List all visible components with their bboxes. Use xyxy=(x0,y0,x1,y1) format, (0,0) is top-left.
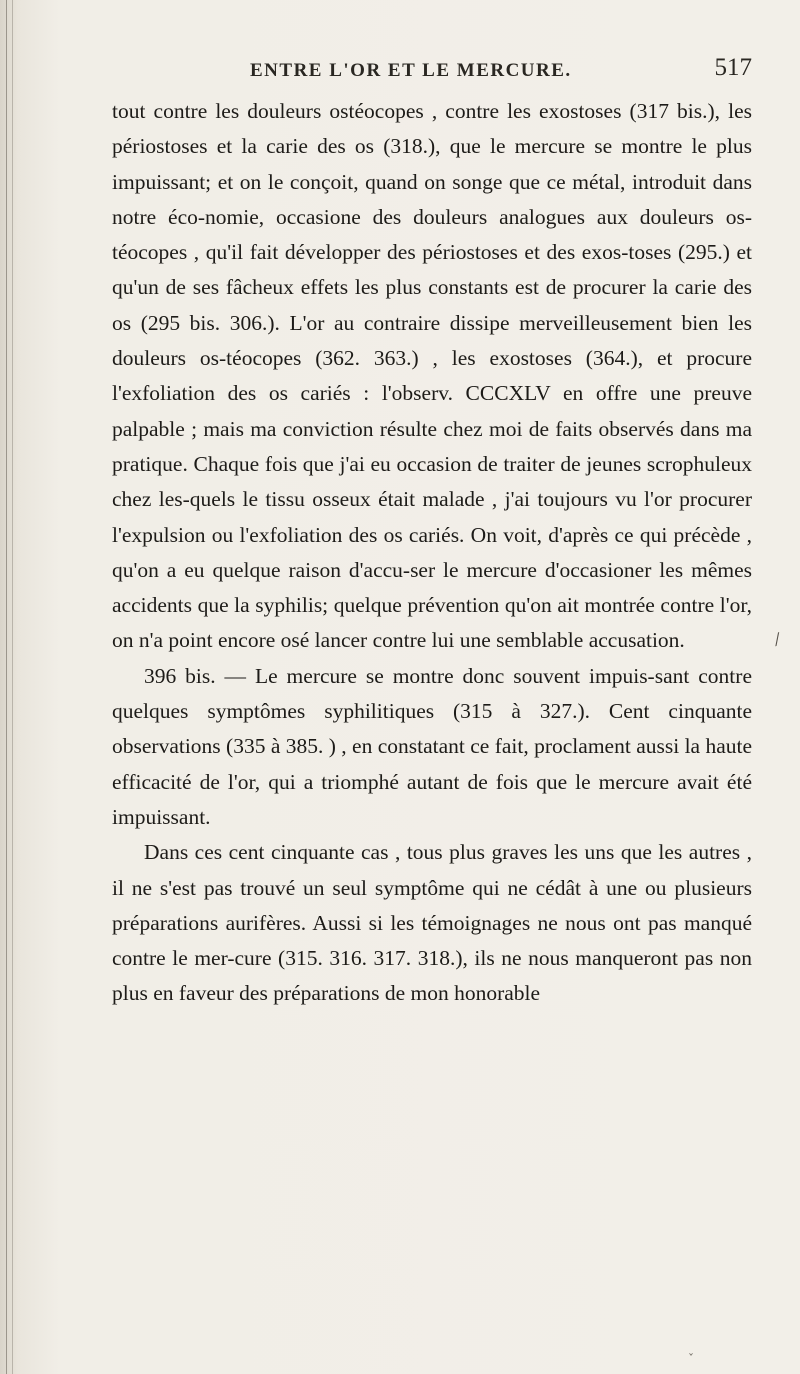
paragraph-3: Dans ces cent cinquante cas , tous plus graves les uns que les autres , il ne s'est pas trouvé un seul symptôme qui ne cédât à une ou plusieurs préparations aurifères. Aussi si les témoignages ne nous ont pas manqué contre le mer-cure (315. 316. 317. 318.), ils ne nous manqueront pas non plus en faveur des préparations de mon honorable xyxy=(112,840,752,1006)
page-header xyxy=(100,52,752,88)
paragraph-1: tout contre les douleurs ostéocopes , contre les exostoses (317 bis.), les périostoses et la carie des os (318.), que le mercure se montre le plus impuissant; et on le conçoit, quand on songe que ce métal, introduit dans notre éco-nomie, occasione des douleurs analogues aux douleurs os-téocopes , qu'il fait développer des périostoses et des exos-toses (295.) et qu'un de ses fâcheux effets les plus constants est de procurer la carie des os (295 bis. 306.). L'or au contraire dissipe merveilleusement bien les douleurs os-téocopes (362. 363.) , les exostoses (364.), et procure l'exfoliation des os cariés : l'observ. CCCXLV en offre une preuve palpable ; mais ma conviction résulte chez moi de faits observés dans ma pratique. Chaque fois que j'ai eu occasion de traiter de jeunes scrophuleux chez les-quels le tissu osseux était malade , j'ai toujours vu l'or procurer l'expulsion ou l'exfoliation des os cariés. On voit, d'après ce qui précède , qu'on a eu quelque raison d'accu-ser le mercure d'occasioner les mêmes accidents que la syphilis; quelque prévention qu'on ait montrée contre l'or, on n'a point encore osé lancer contre lui une semblable accusation. xyxy=(112,99,752,653)
binding-edge-line-secondary xyxy=(12,0,13,1374)
bottom-pencil-mark-icon: ˇ xyxy=(688,1352,694,1366)
margin-pencil-mark-icon: ⁄ xyxy=(772,630,782,649)
page-number: 517 xyxy=(714,54,752,81)
body-text xyxy=(112,94,752,1012)
binding-edge-line xyxy=(6,0,7,1374)
paragraph-2: 396 bis. — Le mercure se montre donc souvent impuis-sant contre quelques symptômes syphilitiques (315 à 327.). Cent cinquante observations (335 à 385. ) , en constatant ce fait, proclament aussi la haute efficacité de l'or, qui a triomphé autant de fois que le mercure avait été impuissant. xyxy=(112,663,753,829)
running-title: ENTRE L'OR ET LE MERCURE. xyxy=(250,60,572,81)
